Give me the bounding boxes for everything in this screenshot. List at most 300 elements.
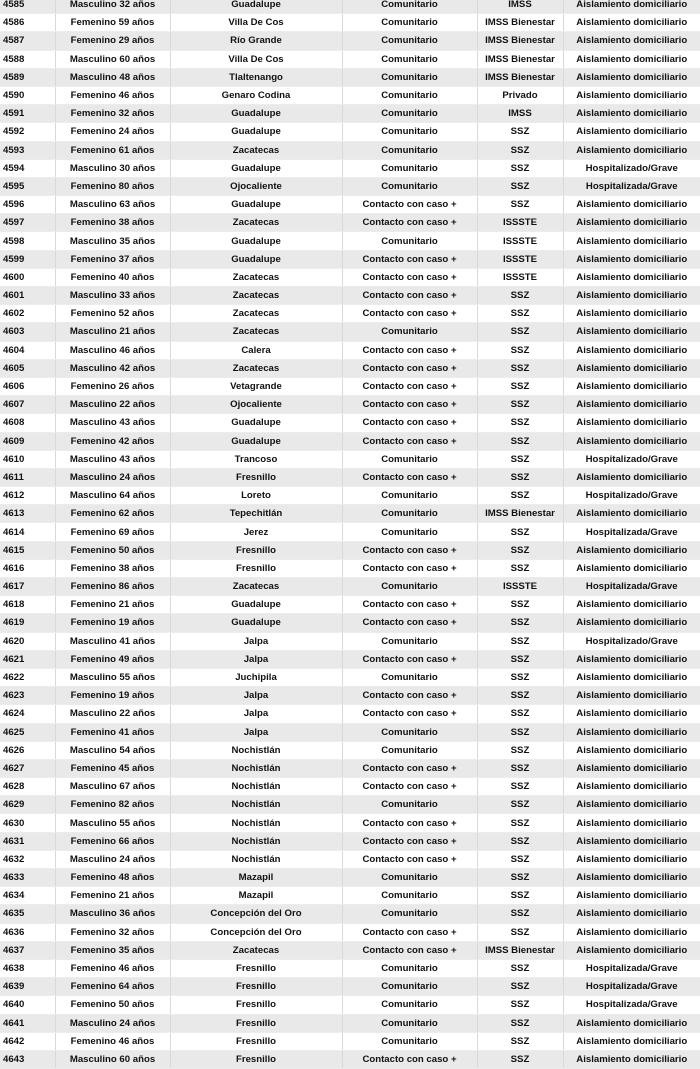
status-cell: Aislamiento domiciliario [563,32,700,50]
institution-cell: SSZ [477,959,563,977]
sex-text: Masculino [69,290,117,302]
sex-text: Masculino [69,0,117,11]
institution-cell: SSZ [477,123,563,141]
municipality-cell: Guadalupe [170,196,342,214]
sex-text: Femenino [70,562,116,574]
institution-cell: ISSSTE [477,250,563,268]
age-text: 37 años [118,253,155,265]
status-cell: Aislamiento domiciliario [563,432,700,450]
table-row [0,705,700,723]
case-number-cell: 4609 [0,432,55,450]
municipality-cell: Fresnillo [170,1032,342,1050]
transmission-cell: Contacto con caso + [342,468,477,486]
table-row [0,214,700,232]
sex-text: Masculino [69,781,117,793]
institution-cell: IMSS [477,0,563,14]
age-text: 48 años [118,872,155,884]
institution-cell: SSZ [477,887,563,905]
case-number-cell: 4614 [0,523,55,541]
municipality-cell: Ojocaliente [170,396,342,414]
case-number-cell: 4628 [0,778,55,796]
age-text: 36 años [119,908,156,920]
municipality-cell: Zacatecas [170,214,342,232]
status-cell: Hospitalizado/Grave [563,487,700,505]
sex-text: Masculino [69,1053,117,1065]
age-text: 42 años [118,435,155,447]
case-number-cell: 4592 [0,123,55,141]
sex-age-cell [55,86,170,104]
municipality-cell: Fresnillo [170,468,342,486]
status-cell: Aislamiento domiciliario [563,614,700,632]
institution-cell: SSZ [477,687,563,705]
sex-text: Femenino [70,835,116,847]
table-row [0,650,700,668]
age-text: 59 años [118,17,155,29]
status-cell: Aislamiento domiciliario [563,741,700,759]
age-text: 82 años [118,799,155,811]
sex-age-cell [55,50,170,68]
age-text: 49 años [118,653,155,665]
sex-age-cell [55,268,170,286]
table-row [0,978,700,996]
transmission-cell: Contacto con caso + [342,596,477,614]
sex-age-cell [55,14,170,32]
age-text: 19 años [118,690,155,702]
sex-age-cell [55,1050,170,1068]
sex-age-cell [55,723,170,741]
transmission-cell: Comunitario [342,1032,477,1050]
sex-age-cell [55,814,170,832]
table-row [0,723,700,741]
age-text: 60 años [119,53,156,65]
transmission-cell: Comunitario [342,232,477,250]
transmission-cell: Comunitario [342,86,477,104]
municipality-cell: Juchipila [170,668,342,686]
municipality-cell: Guadalupe [170,250,342,268]
case-number-cell: 4632 [0,850,55,868]
institution-cell: SSZ [477,432,563,450]
sex-text: Femenino [70,581,116,593]
age-text: 62 años [118,508,155,520]
case-number-cell: 4611 [0,468,55,486]
age-text: 46 años [119,344,156,356]
sex-age-cell [55,705,170,723]
case-number-cell: 4604 [0,341,55,359]
sex-age-cell [55,905,170,923]
status-cell: Hospitalizada/Grave [563,996,700,1014]
age-text: 41 años [118,726,155,738]
status-cell: Aislamiento domiciliario [563,214,700,232]
institution-cell: SSZ [477,596,563,614]
institution-cell: ISSSTE [477,268,563,286]
case-number-cell: 4617 [0,578,55,596]
sex-age-cell [55,214,170,232]
table-row [0,523,700,541]
municipality-cell: Guadalupe [170,159,342,177]
sex-age-cell [55,614,170,632]
sex-text: Masculino [69,744,117,756]
institution-cell: SSZ [477,468,563,486]
table-row [0,450,700,468]
municipality-cell: Zacatecas [170,941,342,959]
institution-cell: SSZ [477,450,563,468]
municipality-cell: Nochistlán [170,778,342,796]
status-cell: Hospitalizada/Grave [563,177,700,195]
sex-text: Femenino [70,435,116,447]
age-text: 46 años [118,90,155,102]
table-row [0,141,700,159]
age-text: 46 años [118,1035,155,1047]
municipality-cell: Zacatecas [170,287,342,305]
status-cell: Aislamiento domiciliario [563,541,700,559]
institution-cell: SSZ [477,523,563,541]
municipality-cell: Guadalupe [170,614,342,632]
institution-cell: SSZ [477,487,563,505]
case-number-cell: 4593 [0,141,55,159]
table-row [0,14,700,32]
sex-text: Femenino [70,108,116,120]
status-cell: Aislamiento domiciliario [563,377,700,395]
sex-text: Femenino [70,999,116,1011]
case-number-cell: 4627 [0,759,55,777]
institution-cell: IMSS Bienestar [477,68,563,86]
institution-cell: SSZ [477,923,563,941]
transmission-cell: Comunitario [342,68,477,86]
sex-age-cell [55,759,170,777]
age-text: 50 años [118,544,155,556]
transmission-cell: Contacto con caso + [342,559,477,577]
sex-age-cell [55,68,170,86]
case-number-cell: 4598 [0,232,55,250]
municipality-cell: Fresnillo [170,1014,342,1032]
status-cell: Hospitalizada/Grave [563,978,700,996]
status-cell: Aislamiento domiciliario [563,596,700,614]
table-row [0,796,700,814]
table-row [0,505,700,523]
institution-cell: IMSS [477,105,563,123]
case-number-cell: 4640 [0,996,55,1014]
status-cell: Aislamiento domiciliario [563,0,700,14]
table-row [0,959,700,977]
age-text: 30 años [119,162,156,174]
table-row [0,559,700,577]
status-cell: Aislamiento domiciliario [563,68,700,86]
municipality-cell: Guadalupe [170,105,342,123]
institution-cell: SSZ [477,723,563,741]
status-cell: Aislamiento domiciliario [563,887,700,905]
sex-age-cell [55,196,170,214]
sex-text: Femenino [70,544,116,556]
age-text: 21 años [119,326,156,338]
transmission-cell: Comunitario [342,105,477,123]
sex-text: Femenino [70,253,116,265]
table-row [0,541,700,559]
municipality-cell: Nochistlán [170,814,342,832]
sex-text: Masculino [69,235,117,247]
transmission-cell: Contacto con caso + [342,305,477,323]
case-number-cell: 4621 [0,650,55,668]
sex-age-cell [55,0,170,14]
transmission-cell: Contacto con caso + [342,359,477,377]
institution-cell: ISSSTE [477,578,563,596]
case-number-cell: 4594 [0,159,55,177]
transmission-cell: Comunitario [342,632,477,650]
case-number-cell: 4638 [0,959,55,977]
sex-age-cell [55,959,170,977]
institution-cell: SSZ [477,705,563,723]
age-text: 21 años [118,890,155,902]
transmission-cell: Comunitario [342,887,477,905]
sex-text: Masculino [69,635,117,647]
transmission-cell: Contacto con caso + [342,377,477,395]
municipality-cell: Nochistlán [170,796,342,814]
municipality-cell: Fresnillo [170,541,342,559]
transmission-cell: Comunitario [342,32,477,50]
municipality-cell: Zacatecas [170,268,342,286]
age-text: 19 años [118,617,155,629]
case-number-cell: 4626 [0,741,55,759]
sex-age-cell [55,650,170,668]
sex-text: Femenino [70,526,116,538]
table-row [0,578,700,596]
status-cell: Aislamiento domiciliario [563,141,700,159]
transmission-cell: Comunitario [342,0,477,14]
status-cell: Aislamiento domiciliario [563,941,700,959]
case-number-cell: 4641 [0,1014,55,1032]
sex-text: Femenino [70,872,116,884]
status-cell: Aislamiento domiciliario [563,1032,700,1050]
sex-age-cell [55,523,170,541]
transmission-cell: Contacto con caso + [342,432,477,450]
status-cell: Aislamiento domiciliario [563,268,700,286]
table-row [0,414,700,432]
age-text: 38 años [118,562,155,574]
table-row [0,487,700,505]
sex-text: Femenino [70,890,116,902]
age-text: 41 años [119,635,156,647]
sex-age-cell [55,778,170,796]
age-text: 24 años [119,1017,156,1029]
sex-text: Femenino [70,726,116,738]
transmission-cell: Contacto con caso + [342,268,477,286]
transmission-cell: Contacto con caso + [342,759,477,777]
sex-age-cell [55,1032,170,1050]
table-row [0,377,700,395]
transmission-cell: Comunitario [342,14,477,32]
transmission-cell: Comunitario [342,159,477,177]
transmission-cell: Contacto con caso + [342,287,477,305]
sex-age-cell [55,559,170,577]
table-row [0,869,700,887]
transmission-cell: Comunitario [342,996,477,1014]
status-cell: Aislamiento domiciliario [563,341,700,359]
transmission-cell: Contacto con caso + [342,705,477,723]
municipality-cell: Genaro Codina [170,86,342,104]
municipality-cell: Guadalupe [170,414,342,432]
sex-text: Masculino [69,71,117,83]
institution-cell: SSZ [477,778,563,796]
age-text: 24 años [119,853,156,865]
sex-text: Femenino [70,17,116,29]
case-number-cell: 4595 [0,177,55,195]
sex-text: Masculino [69,853,117,865]
case-number-cell: 4616 [0,559,55,577]
transmission-cell: Contacto con caso + [342,650,477,668]
sex-text: Femenino [70,926,116,938]
status-cell: Aislamiento domiciliario [563,196,700,214]
age-text: 22 años [119,708,156,720]
institution-cell: SSZ [477,796,563,814]
age-text: 61 años [118,144,155,156]
municipality-cell: Fresnillo [170,978,342,996]
sex-age-cell [55,668,170,686]
institution-cell: SSZ [477,741,563,759]
municipality-cell: Jalpa [170,650,342,668]
municipality-cell: Loreto [170,487,342,505]
status-cell: Hospitalizado/Grave [563,450,700,468]
age-text: 55 años [119,672,156,684]
institution-cell: SSZ [477,978,563,996]
sex-text: Femenino [70,599,116,611]
case-number-cell: 4639 [0,978,55,996]
municipality-cell: Guadalupe [170,596,342,614]
table-row [0,105,700,123]
case-number-cell: 4585 [0,0,55,14]
status-cell: Aislamiento domiciliario [563,105,700,123]
table-row [0,778,700,796]
status-cell: Aislamiento domiciliario [563,505,700,523]
municipality-cell: Guadalupe [170,123,342,141]
municipality-cell: Villa De Cos [170,50,342,68]
sex-text: Femenino [70,944,116,956]
sex-text: Masculino [69,453,117,465]
municipality-cell: Mazapil [170,887,342,905]
institution-cell: SSZ [477,305,563,323]
case-number-cell: 4636 [0,923,55,941]
transmission-cell: Comunitario [342,869,477,887]
sex-age-cell [55,596,170,614]
status-cell: Aislamiento domiciliario [563,1014,700,1032]
case-number-cell: 4634 [0,887,55,905]
case-number-cell: 4620 [0,632,55,650]
institution-cell: ISSSTE [477,214,563,232]
age-text: 21 años [118,599,155,611]
sex-text: Femenino [70,90,116,102]
municipality-cell: Fresnillo [170,559,342,577]
municipality-cell: Zacatecas [170,323,342,341]
municipality-cell: Jalpa [170,705,342,723]
sex-text: Masculino [69,199,117,211]
age-text: 32 años [119,0,156,11]
case-number-cell: 4608 [0,414,55,432]
case-number-cell: 4637 [0,941,55,959]
case-number-cell: 4603 [0,323,55,341]
age-text: 48 años [119,71,156,83]
age-text: 42 años [119,362,156,374]
institution-cell: SSZ [477,323,563,341]
municipality-cell: Tlaltenango [170,68,342,86]
status-cell: Aislamiento domiciliario [563,668,700,686]
status-cell: Aislamiento domiciliario [563,468,700,486]
transmission-cell: Comunitario [342,523,477,541]
case-number-cell: 4610 [0,450,55,468]
transmission-cell: Comunitario [342,578,477,596]
sex-text: Masculino [69,326,117,338]
institution-cell: Privado [477,86,563,104]
status-cell: Aislamiento domiciliario [563,687,700,705]
status-cell: Hospitalizado/Grave [563,159,700,177]
age-text: 63 años [119,199,156,211]
sex-text: Masculino [69,53,117,65]
age-text: 66 años [118,835,155,847]
sex-age-cell [55,887,170,905]
case-number-cell: 4642 [0,1032,55,1050]
status-cell: Aislamiento domiciliario [563,650,700,668]
municipality-cell: Fresnillo [170,996,342,1014]
table-row [0,50,700,68]
municipality-cell: Guadalupe [170,0,342,14]
sex-age-cell [55,232,170,250]
sex-text: Femenino [70,308,116,320]
transmission-cell: Contacto con caso + [342,778,477,796]
sex-text: Femenino [70,981,116,993]
sex-age-cell [55,287,170,305]
institution-cell: SSZ [477,905,563,923]
transmission-cell: Contacto con caso + [342,214,477,232]
municipality-cell: Ojocaliente [170,177,342,195]
table-row [0,1014,700,1032]
sex-age-cell [55,850,170,868]
case-number-cell: 4615 [0,541,55,559]
case-number-cell: 4590 [0,86,55,104]
status-cell: Aislamiento domiciliario [563,396,700,414]
sex-age-cell [55,123,170,141]
case-number-cell: 4629 [0,796,55,814]
sex-age-cell [55,505,170,523]
sex-text: Femenino [70,1035,116,1047]
status-cell: Aislamiento domiciliario [563,850,700,868]
institution-cell: SSZ [477,287,563,305]
transmission-cell: Contacto con caso + [342,832,477,850]
age-text: 64 años [119,490,156,502]
transmission-cell: Contacto con caso + [342,341,477,359]
age-text: 45 años [118,762,155,774]
case-number-cell: 4643 [0,1050,55,1068]
case-number-cell: 4586 [0,14,55,32]
age-text: 32 años [118,108,155,120]
transmission-cell: Contacto con caso + [342,923,477,941]
transmission-cell: Comunitario [342,959,477,977]
table-row [0,86,700,104]
sex-text: Femenino [70,126,116,138]
table-row [0,250,700,268]
institution-cell: IMSS Bienestar [477,32,563,50]
sex-age-cell [55,832,170,850]
sex-age-cell [55,377,170,395]
sex-age-cell [55,414,170,432]
case-number-cell: 4624 [0,705,55,723]
transmission-cell: Contacto con caso + [342,250,477,268]
transmission-cell: Contacto con caso + [342,614,477,632]
municipality-cell: Guadalupe [170,432,342,450]
municipality-cell: Concepción del Oro [170,923,342,941]
case-number-cell: 4619 [0,614,55,632]
status-cell: Aislamiento domiciliario [563,1050,700,1068]
case-number-cell: 4635 [0,905,55,923]
institution-cell: SSZ [477,1032,563,1050]
case-number-cell: 4612 [0,487,55,505]
age-text: 26 años [118,381,155,393]
